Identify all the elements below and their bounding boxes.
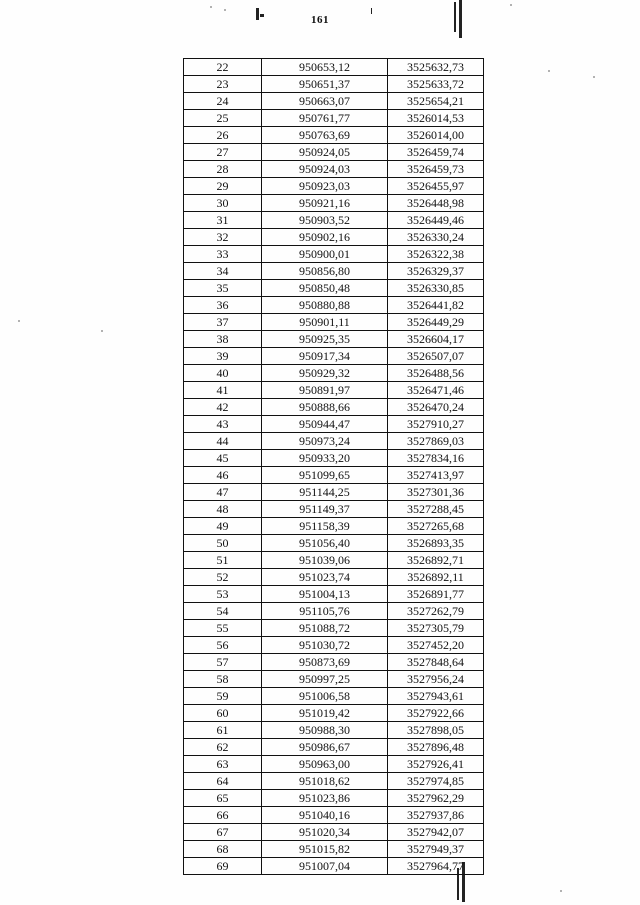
- point-number-cell: 58: [184, 671, 262, 688]
- table-row: [184, 416, 484, 433]
- y-coordinate-cell: 3526507,07: [388, 348, 484, 365]
- x-coordinate-cell: 950888,66: [262, 399, 388, 416]
- table-row: [184, 280, 484, 297]
- table-row: [184, 76, 484, 93]
- scan-artifact-dot: [510, 4, 512, 6]
- table-row: [184, 637, 484, 654]
- x-coordinate-cell: 951023,86: [262, 790, 388, 807]
- point-number-cell: 33: [184, 246, 262, 263]
- point-number-cell: 69: [184, 858, 262, 875]
- point-number-cell: 34: [184, 263, 262, 280]
- y-coordinate-cell: 3526488,56: [388, 365, 484, 382]
- table-row: [184, 518, 484, 535]
- y-coordinate-cell: 3526014,00: [388, 127, 484, 144]
- x-coordinate-cell: 950873,69: [262, 654, 388, 671]
- x-coordinate-cell: 950651,37: [262, 76, 388, 93]
- y-coordinate-cell: 3526441,82: [388, 297, 484, 314]
- point-number-cell: 42: [184, 399, 262, 416]
- scan-artifact-dot: [548, 70, 550, 72]
- y-coordinate-cell: 3525633,72: [388, 76, 484, 93]
- point-number-cell: 28: [184, 161, 262, 178]
- x-coordinate-cell: 950900,01: [262, 246, 388, 263]
- point-number-cell: 31: [184, 212, 262, 229]
- point-number-cell: 49: [184, 518, 262, 535]
- x-coordinate-cell: 951099,65: [262, 467, 388, 484]
- y-coordinate-cell: 3526455,97: [388, 178, 484, 195]
- scan-artifact-dot: [560, 890, 562, 892]
- x-coordinate-cell: 950997,25: [262, 671, 388, 688]
- y-coordinate-cell: 3526014,53: [388, 110, 484, 127]
- y-coordinate-cell: 3526892,11: [388, 569, 484, 586]
- point-number-cell: 47: [184, 484, 262, 501]
- point-number-cell: 51: [184, 552, 262, 569]
- y-coordinate-cell: 3525654,21: [388, 93, 484, 110]
- point-number-cell: 27: [184, 144, 262, 161]
- page-number: 161: [311, 14, 329, 26]
- point-number-cell: 63: [184, 756, 262, 773]
- x-coordinate-cell: 950891,97: [262, 382, 388, 399]
- table-row: [184, 314, 484, 331]
- y-coordinate-cell: 3526449,29: [388, 314, 484, 331]
- y-coordinate-cell: 3526329,37: [388, 263, 484, 280]
- point-number-cell: 48: [184, 501, 262, 518]
- x-coordinate-cell: 951018,62: [262, 773, 388, 790]
- point-number-cell: 57: [184, 654, 262, 671]
- y-coordinate-cell: 3527910,27: [388, 416, 484, 433]
- x-coordinate-cell: 951015,82: [262, 841, 388, 858]
- table-row: [184, 688, 484, 705]
- x-coordinate-cell: 951056,40: [262, 535, 388, 552]
- table-row: [184, 195, 484, 212]
- table-row: [184, 824, 484, 841]
- table-row: [184, 246, 484, 263]
- x-coordinate-cell: 950663,07: [262, 93, 388, 110]
- x-coordinate-cell: 950963,00: [262, 756, 388, 773]
- table-row: [184, 501, 484, 518]
- point-number-cell: 44: [184, 433, 262, 450]
- x-coordinate-cell: 951149,37: [262, 501, 388, 518]
- table-row: [184, 59, 484, 76]
- y-coordinate-cell: 3526893,35: [388, 535, 484, 552]
- table-row: [184, 586, 484, 603]
- y-coordinate-cell: 3526471,46: [388, 382, 484, 399]
- x-coordinate-cell: 950923,03: [262, 178, 388, 195]
- y-coordinate-cell: 3526604,17: [388, 331, 484, 348]
- table-row: [184, 348, 484, 365]
- x-coordinate-cell: 951144,25: [262, 484, 388, 501]
- point-number-cell: 29: [184, 178, 262, 195]
- point-number-cell: 35: [184, 280, 262, 297]
- point-number-cell: 67: [184, 824, 262, 841]
- x-coordinate-cell: 951040,16: [262, 807, 388, 824]
- point-number-cell: 23: [184, 76, 262, 93]
- point-number-cell: 25: [184, 110, 262, 127]
- y-coordinate-cell: 3525632,73: [388, 59, 484, 76]
- x-coordinate-cell: 950924,05: [262, 144, 388, 161]
- point-number-cell: 55: [184, 620, 262, 637]
- x-coordinate-cell: 951023,74: [262, 569, 388, 586]
- point-number-cell: 68: [184, 841, 262, 858]
- y-coordinate-cell: 3526470,24: [388, 399, 484, 416]
- x-coordinate-cell: 951088,72: [262, 620, 388, 637]
- point-number-cell: 60: [184, 705, 262, 722]
- table-row: [184, 552, 484, 569]
- scan-artifact-dot: [210, 6, 212, 8]
- coordinates-table: [183, 58, 484, 875]
- x-coordinate-cell: 951020,34: [262, 824, 388, 841]
- table-row: [184, 433, 484, 450]
- point-number-cell: 64: [184, 773, 262, 790]
- point-number-cell: 32: [184, 229, 262, 246]
- point-number-cell: 37: [184, 314, 262, 331]
- scan-artifact-dot: [18, 320, 20, 322]
- y-coordinate-cell: 3527413,97: [388, 467, 484, 484]
- x-coordinate-cell: 951030,72: [262, 637, 388, 654]
- y-coordinate-cell: 3526449,46: [388, 212, 484, 229]
- table-row: [184, 399, 484, 416]
- table-row: [184, 739, 484, 756]
- y-coordinate-cell: 3527937,86: [388, 807, 484, 824]
- point-number-cell: 61: [184, 722, 262, 739]
- table-row: [184, 127, 484, 144]
- x-coordinate-cell: 950986,67: [262, 739, 388, 756]
- table-row: [184, 535, 484, 552]
- point-number-cell: 54: [184, 603, 262, 620]
- point-number-cell: 41: [184, 382, 262, 399]
- x-coordinate-cell: 951007,04: [262, 858, 388, 875]
- x-coordinate-cell: 950925,35: [262, 331, 388, 348]
- point-number-cell: 52: [184, 569, 262, 586]
- point-number-cell: 24: [184, 93, 262, 110]
- x-coordinate-cell: 950924,03: [262, 161, 388, 178]
- scan-artifact-dot: [224, 9, 226, 11]
- y-coordinate-cell: 3527949,37: [388, 841, 484, 858]
- table-row: [184, 603, 484, 620]
- table-row: [184, 212, 484, 229]
- y-coordinate-cell: 3526459,73: [388, 161, 484, 178]
- y-coordinate-cell: 3526892,71: [388, 552, 484, 569]
- table-row: [184, 756, 484, 773]
- scan-artifact-dot: [101, 330, 103, 332]
- y-coordinate-cell: 3527898,05: [388, 722, 484, 739]
- x-coordinate-cell: 950988,30: [262, 722, 388, 739]
- table-row: [184, 858, 484, 875]
- y-coordinate-cell: 3527926,41: [388, 756, 484, 773]
- y-coordinate-cell: 3527942,07: [388, 824, 484, 841]
- point-number-cell: 43: [184, 416, 262, 433]
- y-coordinate-cell: 3526891,77: [388, 586, 484, 603]
- scan-artifact-dot: [593, 76, 595, 78]
- table-row: [184, 229, 484, 246]
- table-row: [184, 671, 484, 688]
- table-row: [184, 331, 484, 348]
- coordinates-table-body: [184, 59, 484, 875]
- x-coordinate-cell: 950653,12: [262, 59, 388, 76]
- y-coordinate-cell: 3527288,45: [388, 501, 484, 518]
- y-coordinate-cell: 3527956,24: [388, 671, 484, 688]
- point-number-cell: 59: [184, 688, 262, 705]
- x-coordinate-cell: 950850,48: [262, 280, 388, 297]
- x-coordinate-cell: 950761,77: [262, 110, 388, 127]
- x-coordinate-cell: 950880,88: [262, 297, 388, 314]
- x-coordinate-cell: 950763,69: [262, 127, 388, 144]
- table-row: [184, 263, 484, 280]
- x-coordinate-cell: 951158,39: [262, 518, 388, 535]
- x-coordinate-cell: 950933,20: [262, 450, 388, 467]
- x-coordinate-cell: 950944,47: [262, 416, 388, 433]
- y-coordinate-cell: 3527964,77: [388, 858, 484, 875]
- y-coordinate-cell: 3527452,20: [388, 637, 484, 654]
- x-coordinate-cell: 950903,52: [262, 212, 388, 229]
- table-row: [184, 807, 484, 824]
- table-row: [184, 722, 484, 739]
- point-number-cell: 66: [184, 807, 262, 824]
- y-coordinate-cell: 3526459,74: [388, 144, 484, 161]
- point-number-cell: 38: [184, 331, 262, 348]
- y-coordinate-cell: 3527848,64: [388, 654, 484, 671]
- table-row: [184, 705, 484, 722]
- table-row: [184, 110, 484, 127]
- point-number-cell: 39: [184, 348, 262, 365]
- x-coordinate-cell: 951039,06: [262, 552, 388, 569]
- y-coordinate-cell: 3527305,79: [388, 620, 484, 637]
- y-coordinate-cell: 3527834,16: [388, 450, 484, 467]
- point-number-cell: 26: [184, 127, 262, 144]
- point-number-cell: 56: [184, 637, 262, 654]
- point-number-cell: 22: [184, 59, 262, 76]
- x-coordinate-cell: 951006,58: [262, 688, 388, 705]
- x-coordinate-cell: 951019,42: [262, 705, 388, 722]
- table-row: [184, 93, 484, 110]
- y-coordinate-cell: 3526330,24: [388, 229, 484, 246]
- point-number-cell: 53: [184, 586, 262, 603]
- y-coordinate-cell: 3527896,48: [388, 739, 484, 756]
- point-number-cell: 62: [184, 739, 262, 756]
- y-coordinate-cell: 3526322,38: [388, 246, 484, 263]
- x-coordinate-cell: 950901,11: [262, 314, 388, 331]
- table-row: [184, 790, 484, 807]
- table-row: [184, 297, 484, 314]
- point-number-cell: 36: [184, 297, 262, 314]
- x-coordinate-cell: 950973,24: [262, 433, 388, 450]
- x-coordinate-cell: 951004,13: [262, 586, 388, 603]
- x-coordinate-cell: 950921,16: [262, 195, 388, 212]
- table-row: [184, 841, 484, 858]
- y-coordinate-cell: 3527974,85: [388, 773, 484, 790]
- y-coordinate-cell: 3527301,36: [388, 484, 484, 501]
- x-coordinate-cell: 950902,16: [262, 229, 388, 246]
- y-coordinate-cell: 3527922,66: [388, 705, 484, 722]
- table-row: [184, 365, 484, 382]
- y-coordinate-cell: 3526448,98: [388, 195, 484, 212]
- table-row: [184, 484, 484, 501]
- table-row: [184, 450, 484, 467]
- table-row: [184, 620, 484, 637]
- point-number-cell: 45: [184, 450, 262, 467]
- y-coordinate-cell: 3527869,03: [388, 433, 484, 450]
- y-coordinate-cell: 3527962,29: [388, 790, 484, 807]
- x-coordinate-cell: 951105,76: [262, 603, 388, 620]
- table-row: [184, 178, 484, 195]
- x-coordinate-cell: 950856,80: [262, 263, 388, 280]
- point-number-cell: 65: [184, 790, 262, 807]
- table-row: [184, 467, 484, 484]
- table-row: [184, 773, 484, 790]
- table-row: [184, 382, 484, 399]
- table-row: [184, 569, 484, 586]
- y-coordinate-cell: 3527943,61: [388, 688, 484, 705]
- point-number-cell: 40: [184, 365, 262, 382]
- table-row: [184, 654, 484, 671]
- y-coordinate-cell: 3526330,85: [388, 280, 484, 297]
- point-number-cell: 30: [184, 195, 262, 212]
- x-coordinate-cell: 950929,32: [262, 365, 388, 382]
- point-number-cell: 46: [184, 467, 262, 484]
- y-coordinate-cell: 3527265,68: [388, 518, 484, 535]
- table-row: [184, 161, 484, 178]
- y-coordinate-cell: 3527262,79: [388, 603, 484, 620]
- table-row: [184, 144, 484, 161]
- point-number-cell: 50: [184, 535, 262, 552]
- x-coordinate-cell: 950917,34: [262, 348, 388, 365]
